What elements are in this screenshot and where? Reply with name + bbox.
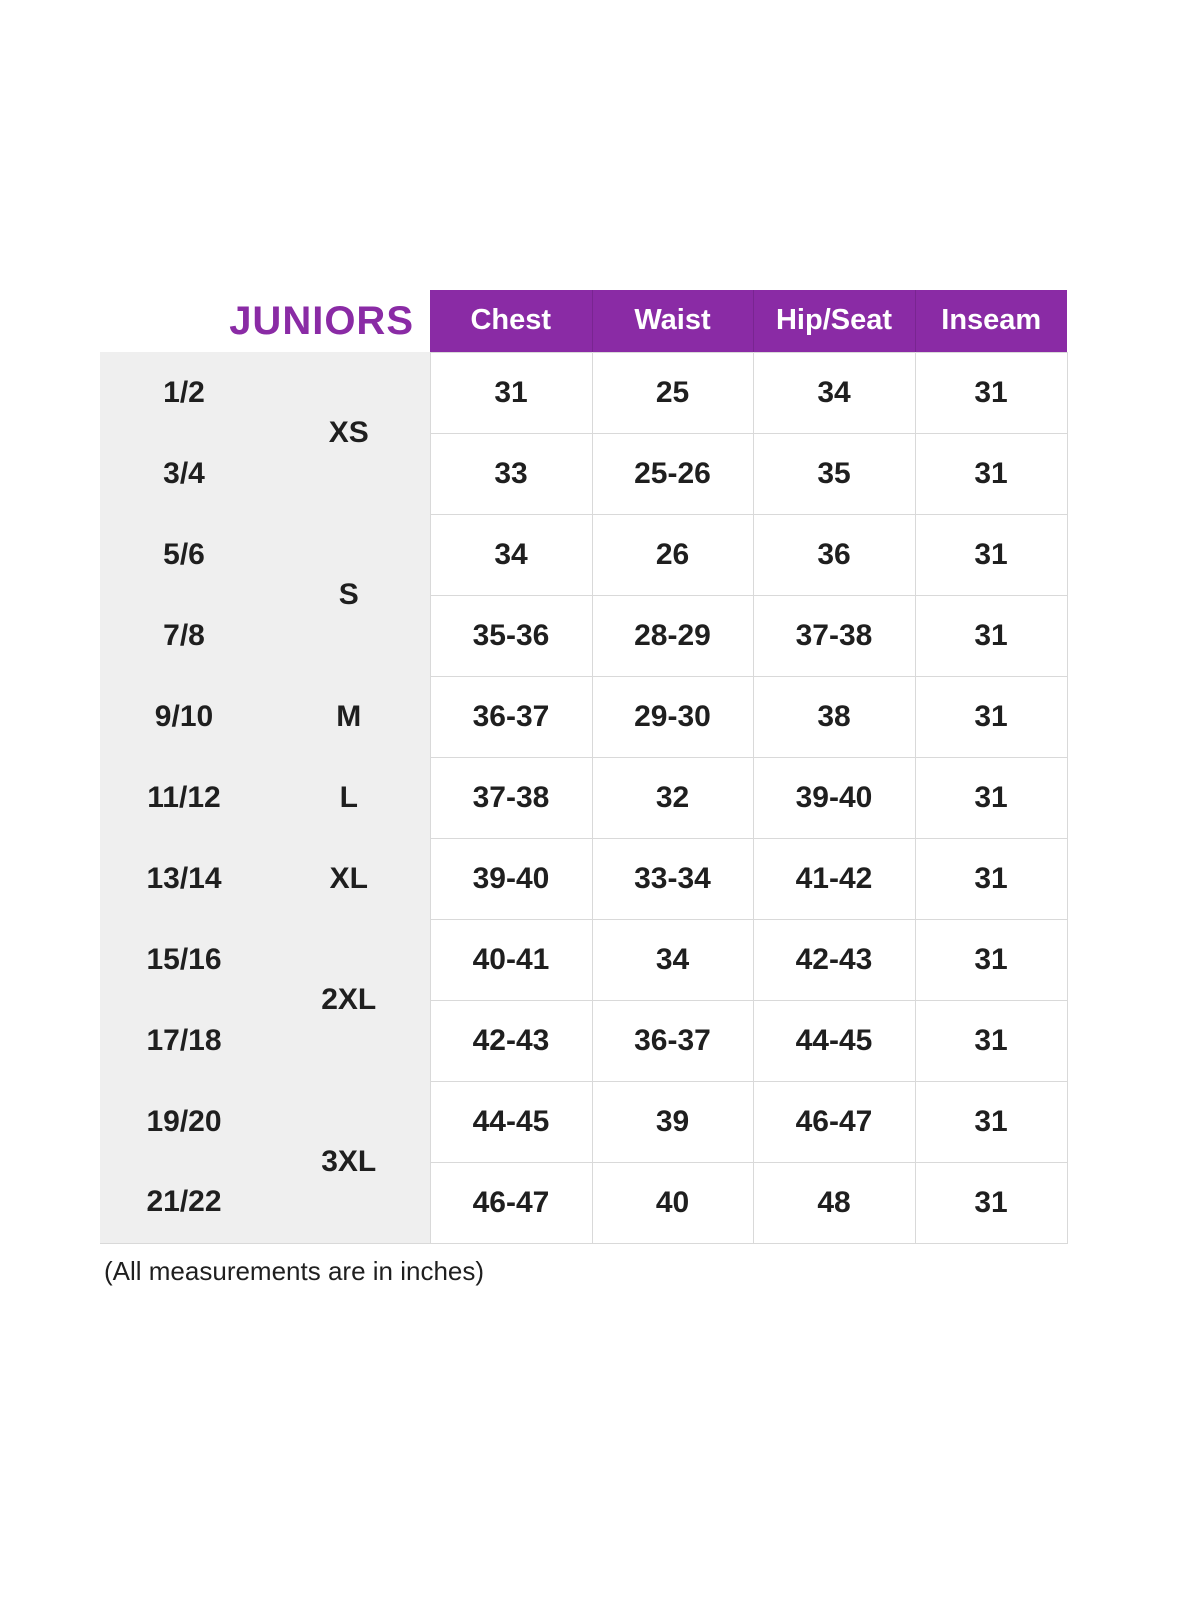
- numeric-size-label: 5/6: [100, 514, 268, 595]
- table-row: [100, 1162, 1067, 1243]
- table-row: [100, 919, 1067, 1000]
- measurement-value-waist: 25: [592, 352, 753, 433]
- table-row: [100, 1000, 1067, 1081]
- letter-size-label: 3XL: [268, 1081, 430, 1243]
- measurement-value-chest: 31: [430, 352, 592, 433]
- title-cell: [100, 290, 430, 352]
- measurement-value-chest: 37-38: [430, 757, 592, 838]
- measurement-value-hip-seat: 36: [753, 514, 915, 595]
- letter-size-label: 2XL: [268, 919, 430, 1081]
- numeric-size-label: 7/8: [100, 595, 268, 676]
- letter-size-label: XL: [268, 838, 430, 919]
- measurement-value-chest: 44-45: [430, 1081, 592, 1162]
- column-header-hip-seat: Hip/Seat: [753, 290, 915, 352]
- measurement-value-hip-seat: 44-45: [753, 1000, 915, 1081]
- measurement-value-waist: 36-37: [592, 1000, 753, 1081]
- measurement-value-hip-seat: 41-42: [753, 838, 915, 919]
- table-row: [100, 595, 1067, 676]
- measurement-value-chest: 36-37: [430, 676, 592, 757]
- measurement-value-chest: 46-47: [430, 1162, 592, 1243]
- letter-size-label: XS: [268, 352, 430, 514]
- measurement-value-waist: 34: [592, 919, 753, 1000]
- measurement-value-inseam: 31: [915, 595, 1067, 676]
- measurement-value-inseam: 31: [915, 838, 1067, 919]
- header-row: [100, 290, 1067, 352]
- measurement-value-hip-seat: 38: [753, 676, 915, 757]
- numeric-size-label: 13/14: [100, 838, 268, 919]
- numeric-size-label: 9/10: [100, 676, 268, 757]
- table-row: [100, 352, 1067, 433]
- column-header-inseam: Inseam: [915, 290, 1067, 352]
- column-header-chest: Chest: [430, 290, 592, 352]
- numeric-size-label: 15/16: [100, 919, 268, 1000]
- measurement-value-chest: 39-40: [430, 838, 592, 919]
- column-header-waist: Waist: [592, 290, 753, 352]
- measurement-value-waist: 28-29: [592, 595, 753, 676]
- numeric-size-label: 19/20: [100, 1081, 268, 1162]
- measurement-value-waist: 40: [592, 1162, 753, 1243]
- measurement-value-waist: 39: [592, 1081, 753, 1162]
- measurement-value-hip-seat: 35: [753, 433, 915, 514]
- measurement-value-inseam: 31: [915, 514, 1067, 595]
- measurement-value-waist: 33-34: [592, 838, 753, 919]
- measurements-footnote: (All measurements are in inches): [104, 1256, 485, 1286]
- measurement-value-inseam: 31: [915, 1000, 1067, 1081]
- juniors-size-chart-table: [100, 290, 1068, 1244]
- table-row: [100, 757, 1067, 838]
- chart-title: JUNIORS: [229, 298, 414, 343]
- letter-size-label: L: [268, 757, 430, 838]
- letter-size-label: M: [268, 676, 430, 757]
- measurement-value-inseam: 31: [915, 1081, 1067, 1162]
- measurement-value-waist: 29-30: [592, 676, 753, 757]
- table-row: [100, 676, 1067, 757]
- measurement-value-chest: 33: [430, 433, 592, 514]
- measurement-value-chest: 42-43: [430, 1000, 592, 1081]
- table-row: [100, 838, 1067, 919]
- numeric-size-label: 17/18: [100, 1000, 268, 1081]
- measurement-value-waist: 25-26: [592, 433, 753, 514]
- measurement-value-inseam: 31: [915, 757, 1067, 838]
- letter-size-label: S: [268, 514, 430, 676]
- measurement-value-chest: 35-36: [430, 595, 592, 676]
- measurement-value-inseam: 31: [915, 1162, 1067, 1243]
- measurement-value-inseam: 31: [915, 433, 1067, 514]
- measurement-value-inseam: 31: [915, 919, 1067, 1000]
- table-row: [100, 433, 1067, 514]
- measurement-value-hip-seat: 48: [753, 1162, 915, 1243]
- table-row: [100, 514, 1067, 595]
- measurement-value-hip-seat: 46-47: [753, 1081, 915, 1162]
- measurement-value-hip-seat: 37-38: [753, 595, 915, 676]
- table-row: [100, 1081, 1067, 1162]
- measurement-value-hip-seat: 39-40: [753, 757, 915, 838]
- measurement-value-waist: 32: [592, 757, 753, 838]
- measurement-value-inseam: 31: [915, 352, 1067, 433]
- table-body: [100, 352, 1067, 1243]
- numeric-size-label: 11/12: [100, 757, 268, 838]
- measurement-value-hip-seat: 42-43: [753, 919, 915, 1000]
- measurement-value-chest: 40-41: [430, 919, 592, 1000]
- measurement-value-waist: 26: [592, 514, 753, 595]
- measurement-value-inseam: 31: [915, 676, 1067, 757]
- numeric-size-label: 21/22: [100, 1162, 268, 1243]
- measurement-value-hip-seat: 34: [753, 352, 915, 433]
- measurement-value-chest: 34: [430, 514, 592, 595]
- numeric-size-label: 1/2: [100, 352, 268, 433]
- numeric-size-label: 3/4: [100, 433, 268, 514]
